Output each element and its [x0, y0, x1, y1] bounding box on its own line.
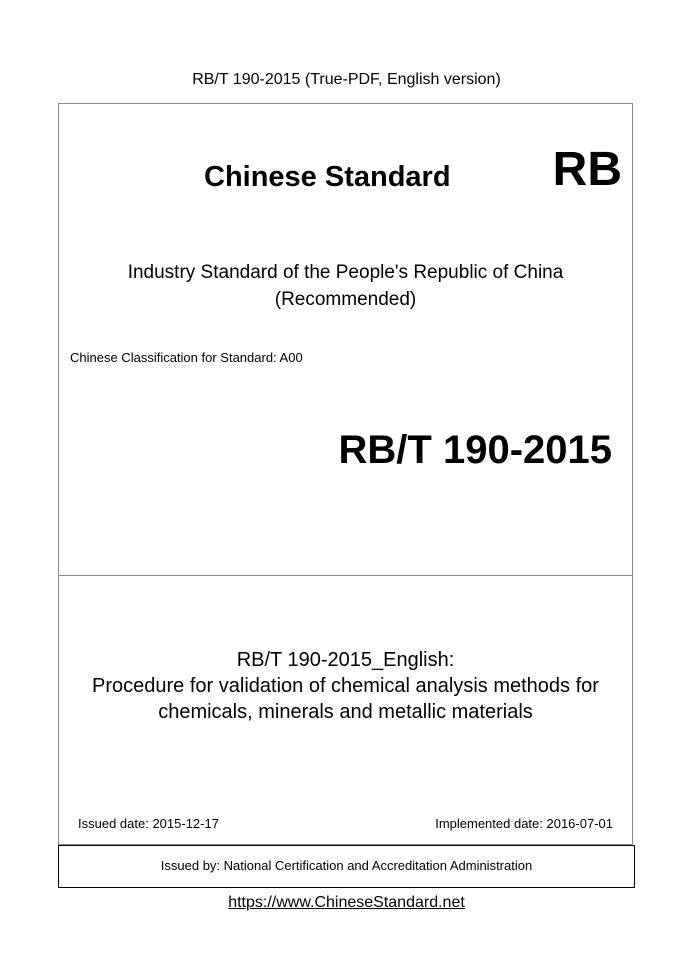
implemented-date: Implemented date: 2016-07-01 [435, 816, 613, 831]
classification-text: Chinese Classification for Standard: A00 [70, 350, 303, 365]
issuer-box [58, 845, 635, 888]
cover-frame [58, 103, 633, 845]
recommended-line: (Recommended) [274, 289, 417, 310]
issuer-text: Issued by: National Certification and Accreditation Administration [160, 858, 533, 873]
industry-line: Industry Standard of the People's Republic of China [127, 262, 564, 283]
standard-code-logo: RB [552, 143, 622, 196]
section-divider [59, 575, 632, 576]
industry-standard-caption [59, 259, 632, 313]
footer [0, 893, 693, 913]
document-title-line: RB/T 190-2015_English: [236, 649, 455, 671]
standard-number: RB/T 190-2015 [338, 428, 612, 472]
standard-type-title: Chinese Standard [204, 161, 451, 193]
website-link[interactable]: https://www.ChineseStandard.net [228, 894, 465, 911]
document-title-line: chemicals, minerals and metallic materials [158, 701, 533, 723]
document-title-line: Procedure for validation of chemical analysis methods for [92, 675, 599, 697]
page-header: RB/T 190-2015 (True-PDF, English version) [192, 71, 501, 88]
issued-date: Issued date: 2015-12-17 [78, 816, 219, 831]
document-title [59, 647, 632, 725]
